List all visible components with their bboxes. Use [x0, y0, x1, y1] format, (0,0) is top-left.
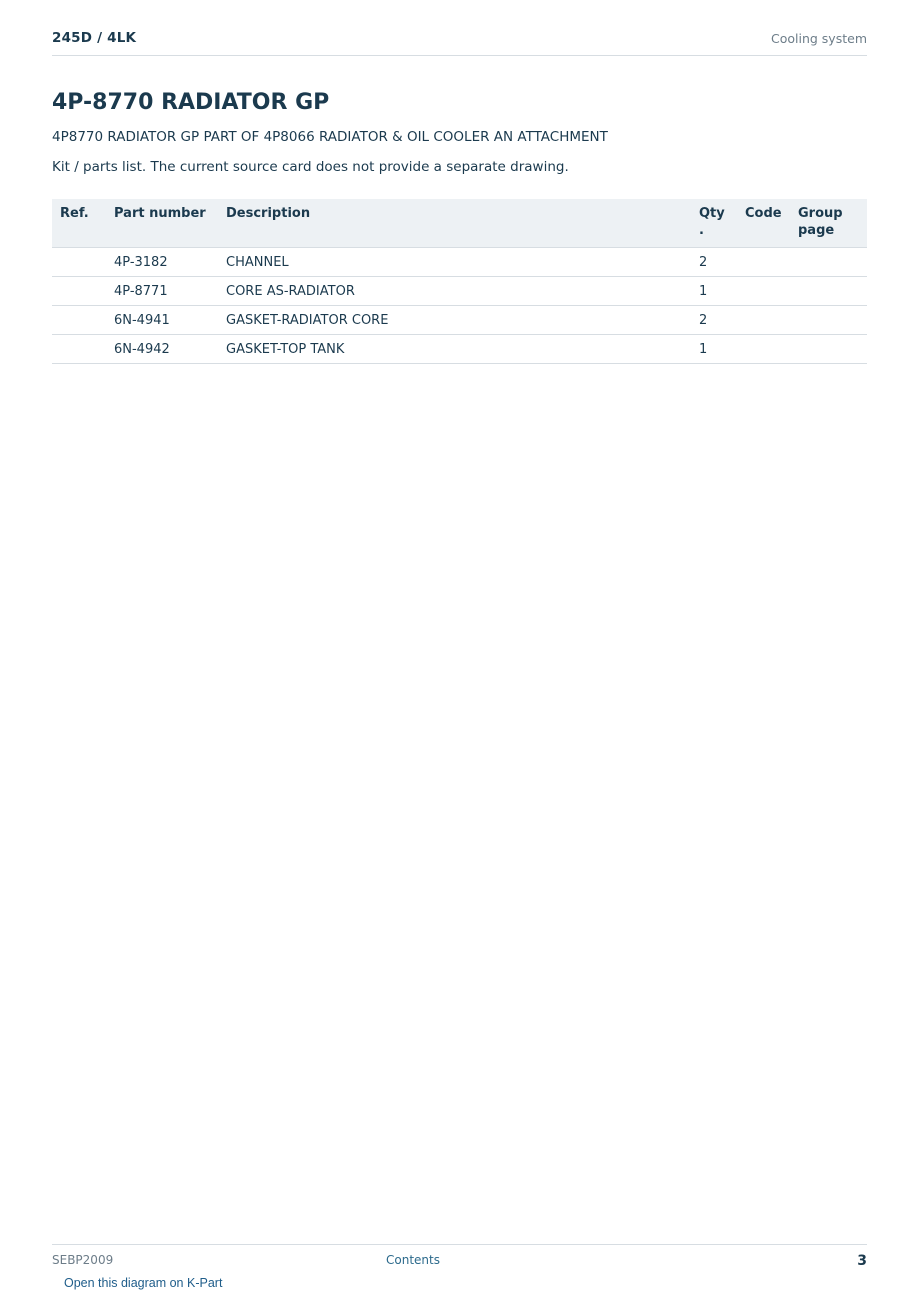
kpart-diagram-link[interactable]: Open this diagram on K-Part: [64, 1276, 223, 1290]
cell-part-number: 6N-4942: [106, 335, 218, 364]
cell-description: GASKET-TOP TANK: [218, 335, 691, 364]
cell-ref: [52, 306, 106, 335]
page-note: Kit / parts list. The current source card does not provide a separate drawing.: [52, 159, 569, 175]
document-id: SEBP2009: [52, 1253, 114, 1267]
cell-qty: 1: [691, 335, 737, 364]
column-header-code: Code: [737, 199, 790, 248]
table-header-row: [52, 199, 867, 248]
cell-code: [737, 248, 790, 277]
cell-qty: 2: [691, 248, 737, 277]
model-label: 245D / 4LK: [52, 30, 137, 46]
parts-table: [52, 199, 867, 364]
cell-qty: 1: [691, 277, 737, 306]
column-header-qty: [691, 199, 737, 248]
column-header-group-label: Group: [798, 206, 843, 221]
table-row: [52, 306, 867, 335]
column-header-qty-suffix: .: [699, 223, 704, 238]
cell-group-page: [790, 306, 867, 335]
cell-part-number: 6N-4941: [106, 306, 218, 335]
cell-description: CHANNEL: [218, 248, 691, 277]
cell-ref: [52, 277, 106, 306]
column-header-qty-label: Qty: [699, 206, 725, 221]
column-header-description: Description: [218, 199, 691, 248]
page-title: 4P-8770 RADIATOR GP: [52, 90, 330, 115]
cell-code: [737, 306, 790, 335]
cell-qty: 2: [691, 306, 737, 335]
cell-ref: [52, 248, 106, 277]
cell-part-number: 4P-3182: [106, 248, 218, 277]
cell-description: CORE AS-RADIATOR: [218, 277, 691, 306]
contents-link[interactable]: Contents: [386, 1253, 440, 1267]
page-header: [52, 28, 867, 56]
section-label: Cooling system: [771, 31, 867, 46]
cell-part-number: 4P-8771: [106, 277, 218, 306]
cell-code: [737, 335, 790, 364]
cell-group-page: [790, 335, 867, 364]
column-header-group-page: [790, 199, 867, 248]
cell-code: [737, 277, 790, 306]
column-header-ref: Ref.: [52, 199, 106, 248]
cell-description: GASKET-RADIATOR CORE: [218, 306, 691, 335]
page-number: 3: [857, 1253, 867, 1269]
table-row: [52, 248, 867, 277]
cell-group-page: [790, 277, 867, 306]
cell-ref: [52, 335, 106, 364]
column-header-group-suffix: page: [798, 223, 835, 238]
page-subtitle: 4P8770 RADIATOR GP PART OF 4P8066 RADIATOR & OIL COOLER AN ATTACHMENT: [52, 129, 608, 145]
column-header-part-number: Part number: [106, 199, 218, 248]
table-row: [52, 335, 867, 364]
table-row: [52, 277, 867, 306]
cell-group-page: [790, 248, 867, 277]
